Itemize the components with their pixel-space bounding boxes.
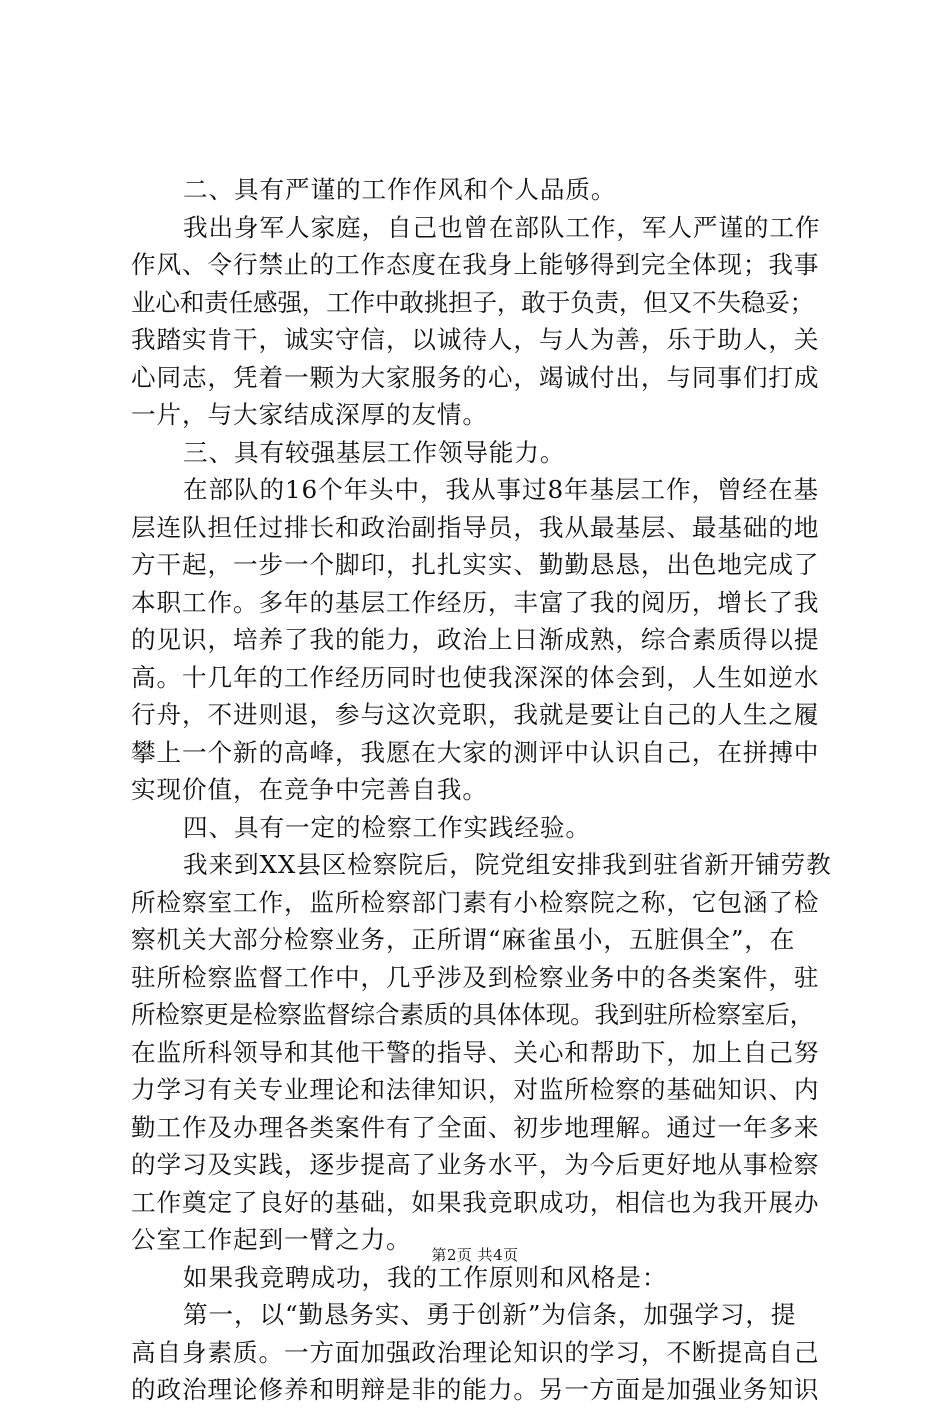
- page-number-footer: 第2页 共4页: [431, 1246, 519, 1264]
- paragraph-line: 攀上一个新的高峰，我愿在大家的测评中认识自己，在拼搏中: [131, 737, 820, 767]
- paragraph-line: 高自身素质。一方面加强政治理论知识的学习，不断提高自己: [131, 1337, 820, 1367]
- paragraph-line: 我出身军人家庭，自己也曾在部队工作，军人严谨的工作: [183, 212, 821, 242]
- paragraph-line: 工作奠定了良好的基础，如果我竞职成功，相信也为我开展办: [131, 1187, 820, 1217]
- paragraph-line: 作风、令行禁止的工作态度在我身上能够得到完全体现；我事: [131, 250, 820, 279]
- section-heading-2: 二、具有严谨的工作作风和个人品质。: [183, 175, 617, 204]
- paragraph-line: 本职工作。多年的基层工作经历，丰富了我的阅历，增长了我: [131, 587, 820, 617]
- paragraph-line: 所检察室工作，监所检察部门素有小检察院之称，它包涵了检: [131, 887, 820, 917]
- section-heading-3: 三、具有较强基层工作领导能力。: [183, 437, 566, 467]
- paragraph-line: 我踏实肯干，诚实守信，以诚待人，与人为善，乐于助人，关: [131, 325, 820, 354]
- paragraph-line: 察机关大部分检察业务，正所谓“麻雀虽小，五脏俱全”，在: [131, 925, 796, 954]
- paragraph-line: 公室工作起到一臂之力。: [131, 1225, 412, 1254]
- paragraph-line: 行舟，不进则退，参与这次竞职，我就是要让自己的人生之履: [131, 700, 820, 729]
- document-body: [131, 171, 831, 1409]
- paragraph-line: 的政治理论修养和明辩是非的能力。另一方面是加强业务知识: [131, 1375, 820, 1404]
- paragraph-line: 所检察更是检察监督综合素质的具体体现。我到驻所检察室后，: [131, 1000, 815, 1029]
- paragraph-line: 第一，以“勤恳务实、勇于创新”为信条，加强学习，提: [183, 1300, 797, 1329]
- paragraph-line: 在部队的16个年头中，我从事过8年基层工作，曾经在基: [183, 475, 819, 504]
- paragraph-line: 驻所检察监督工作中，几乎涉及到检察业务中的各类案件，驻: [131, 962, 820, 992]
- paragraph-line: 方干起，一步一个脚印，扎扎实实、勤勤恳恳，出色地完成了: [131, 550, 820, 579]
- paragraph-line: 高。十几年的工作经历同时也使我深深的体会到，人生如逆水: [131, 662, 820, 692]
- paragraph-line: 业心和责任感强，工作中敢挑担子，敢于负责，但又不失稳妥；: [131, 287, 815, 317]
- paragraph-line: 实现价值，在竞争中完善自我。: [131, 775, 488, 804]
- paragraph-line: 勤工作及办理各类案件有了全面、初步地理解。通过一年多来: [131, 1112, 820, 1142]
- paragraph-line: 在监所科领导和其他干警的指导、关心和帮助下，加上自己努: [131, 1037, 820, 1067]
- paragraph-line: 力学习有关专业理论和法律知识，对监所检察的基础知识、内: [131, 1075, 820, 1104]
- paragraph-line: 的见识，培养了我的能力，政治上日渐成熟，综合素质得以提: [131, 625, 820, 654]
- paragraph-line: 的学习及实践，逐步提高了业务水平，为今后更好地从事检察: [131, 1150, 820, 1179]
- paragraph-line: 心同志，凭着一颗为大家服务的心，竭诚付出，与同事们打成: [131, 362, 820, 392]
- section-heading-4: 四、具有一定的检察工作实践经验。: [183, 812, 591, 842]
- paragraph-line: 层连队担任过排长和政治副指导员，我从最基层、最基础的地: [131, 512, 820, 542]
- paragraph-line: 我来到XX县区检察院后，院党组安排我到驻省新开铺劳教: [183, 850, 832, 879]
- paragraph-line: 一片，与大家结成深厚的友情。: [131, 400, 488, 429]
- paragraph-line: 如果我竞聘成功，我的工作原则和风格是：: [183, 1262, 668, 1292]
